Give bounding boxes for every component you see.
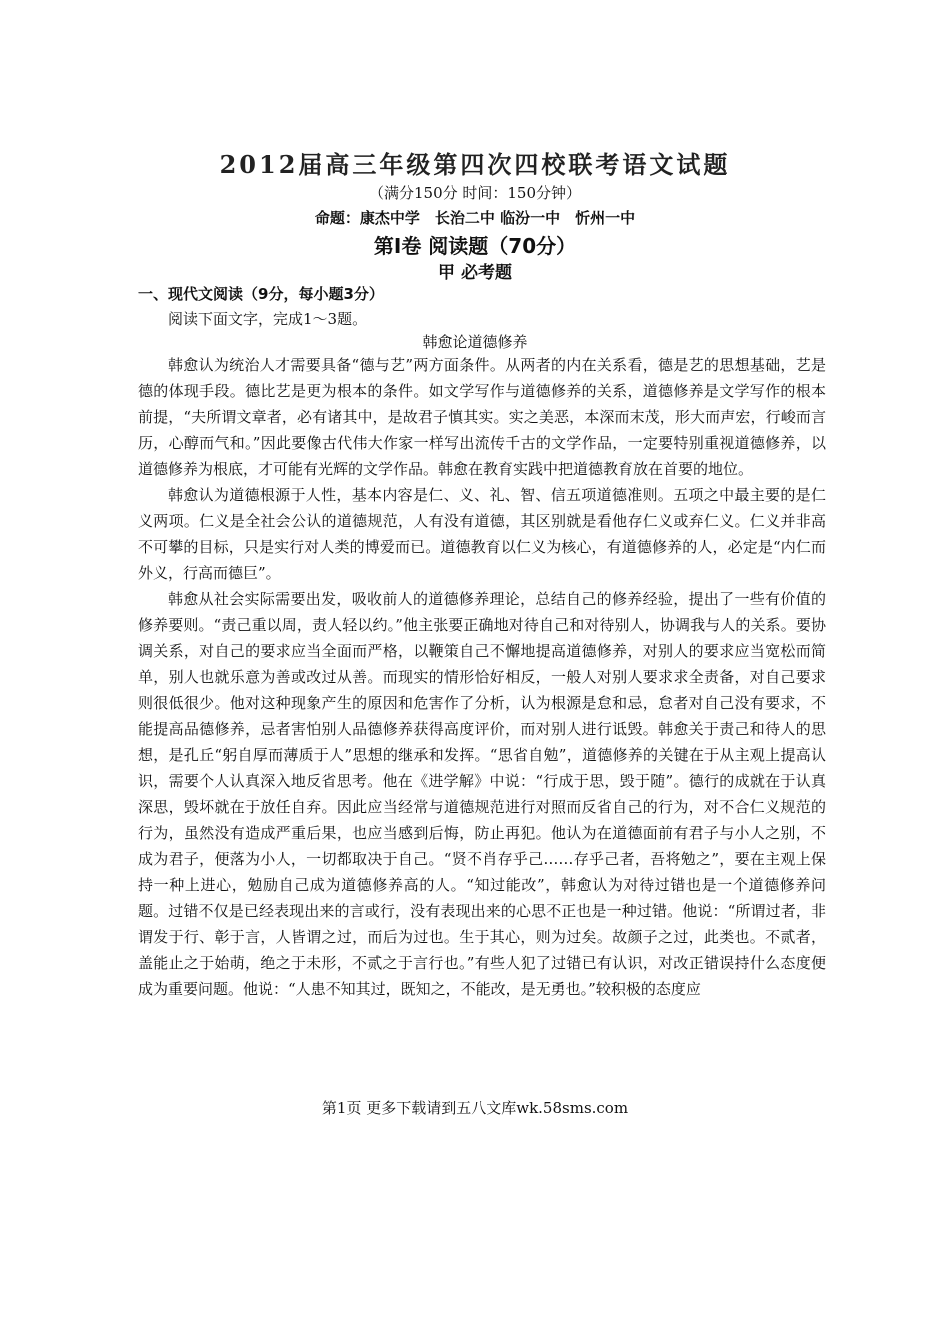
article-paragraph: 韩愈认为道德根源于人性，基本内容是仁、义、礼、智、信五项道德准则。五项之中最主要的是仁义两项。仁义是全社会公认的道德规范，人有没有道德，其区别就是看他存仁义或弃仁义。仁义并非高不可攀的目标，只是实行对人类的博爱而已。道德教育以仁义为核心，有道德修养的人，必定是“内仁而外义，行高而德巨”。	[138, 486, 826, 582]
question-instruction: 阅读下面文字，完成1～3题。	[168, 310, 368, 328]
part-heading: 第I卷 阅读题（70分）	[373, 234, 577, 258]
section-heading: 甲 必考题	[438, 263, 512, 283]
article-title: 韩愈论道德修养	[422, 333, 528, 351]
question-heading: 一、现代文阅读（9分，每小题3分）	[138, 285, 384, 303]
page-footer: 第1页 更多下载请到五八文库wk.58sms.com	[321, 1099, 629, 1117]
exam-authors: 命题：康杰中学 长治二中 临汾一中 忻州一中	[314, 209, 636, 227]
exam-title: 2012届高三年级第四次四校联考语文试题	[219, 150, 731, 179]
article-paragraph: 韩愈认为统治人才需要具备“德与艺”两方面条件。从两者的内在关系看，德是艺的思想基础，艺是德的体现手段。德比艺是更为根本的条件。如文学写作与道德修养的关系，道德修养是文学写作的根本前提，“夫所谓文章者，必有诸其中，是故君子慎其实。实之美恶，本深而末茂，形大而声宏，行峻而言历，心醇而气和。”因此要像古代伟大作家一样写出流传千古的文学作品，一定要特别重视道德修养，以道德修养为根底，才可能有光辉的文学作品。韩愈在教育实践中把道德教育放在首要的地位。	[138, 356, 826, 478]
article-paragraph: 韩愈从社会实际需要出发，吸收前人的道德修养理论，总结自己的修养经验，提出了一些有价值的修养要则。“责己重以周，责人轻以约。”他主张要正确地对待自己和对待别人，协调我与人的关系。要协调关系，对自己的要求应当全面而严格，以鞭策自己不懈地提高道德修养，对别人的要求应当宽松而简单，别人也就乐意为善或改过从善。而现实的情形恰好相反，一般人对别人要求求全责备，对自己要求则很低很少。他对这种现象产生的原因和危害作了分析，认为根源是怠和忌，怠者对自己没有要求，不能提高品德修养，忌者害怕别人品德修养获得高度评价，而对别人进行诋毁。韩愈关于责己和待人的思想，是孔丘“躬自厚而薄质于人”思想的继承和发挥。“思省自勉”，道德修养的关键在于从主观上提高认识，需要个人认真深入地反省思考。他在《进学解》中说：“行成于思，毁于随”。德行的成就在于认真深思，毁坏就在于放任自弃。因此应当经常与道德规范进行对照而反省自己的行为，对不合仁义规范的行为，虽然没有造成严重后果，也应当感到后悔，防止再犯。他认为在道德面前有君子与小人之别，不成为君子，便落为小人，一切都取决于自己。“贤不肖存乎己……存乎己者，吾将勉之”，要在主观上保持一种上进心，勉励自己成为道德修养高的人。“知过能改”，韩愈认为对待过错也是一个道德修养问题。过错不仅是已经表现出来的言或行，没有表现出来的心思不正也是一种过错。他说：“所谓过者，非谓发于行、彰于言，人皆谓之过，而后为过也。生于其心，则为过矣。故颜子之过，此类也。不贰者，盖能止之于始萌，绝之于未形，不贰之于言行也。”有些人犯了过错已有认识，对改正错误持什么态度便成为重要问题。他说：“人患不知其过，既知之，不能改，是无勇也。”较积极的态度应	[138, 590, 826, 998]
article-body	[138, 352, 826, 1002]
exam-subtitle: （满分150分 时间：150分钟）	[368, 184, 582, 202]
